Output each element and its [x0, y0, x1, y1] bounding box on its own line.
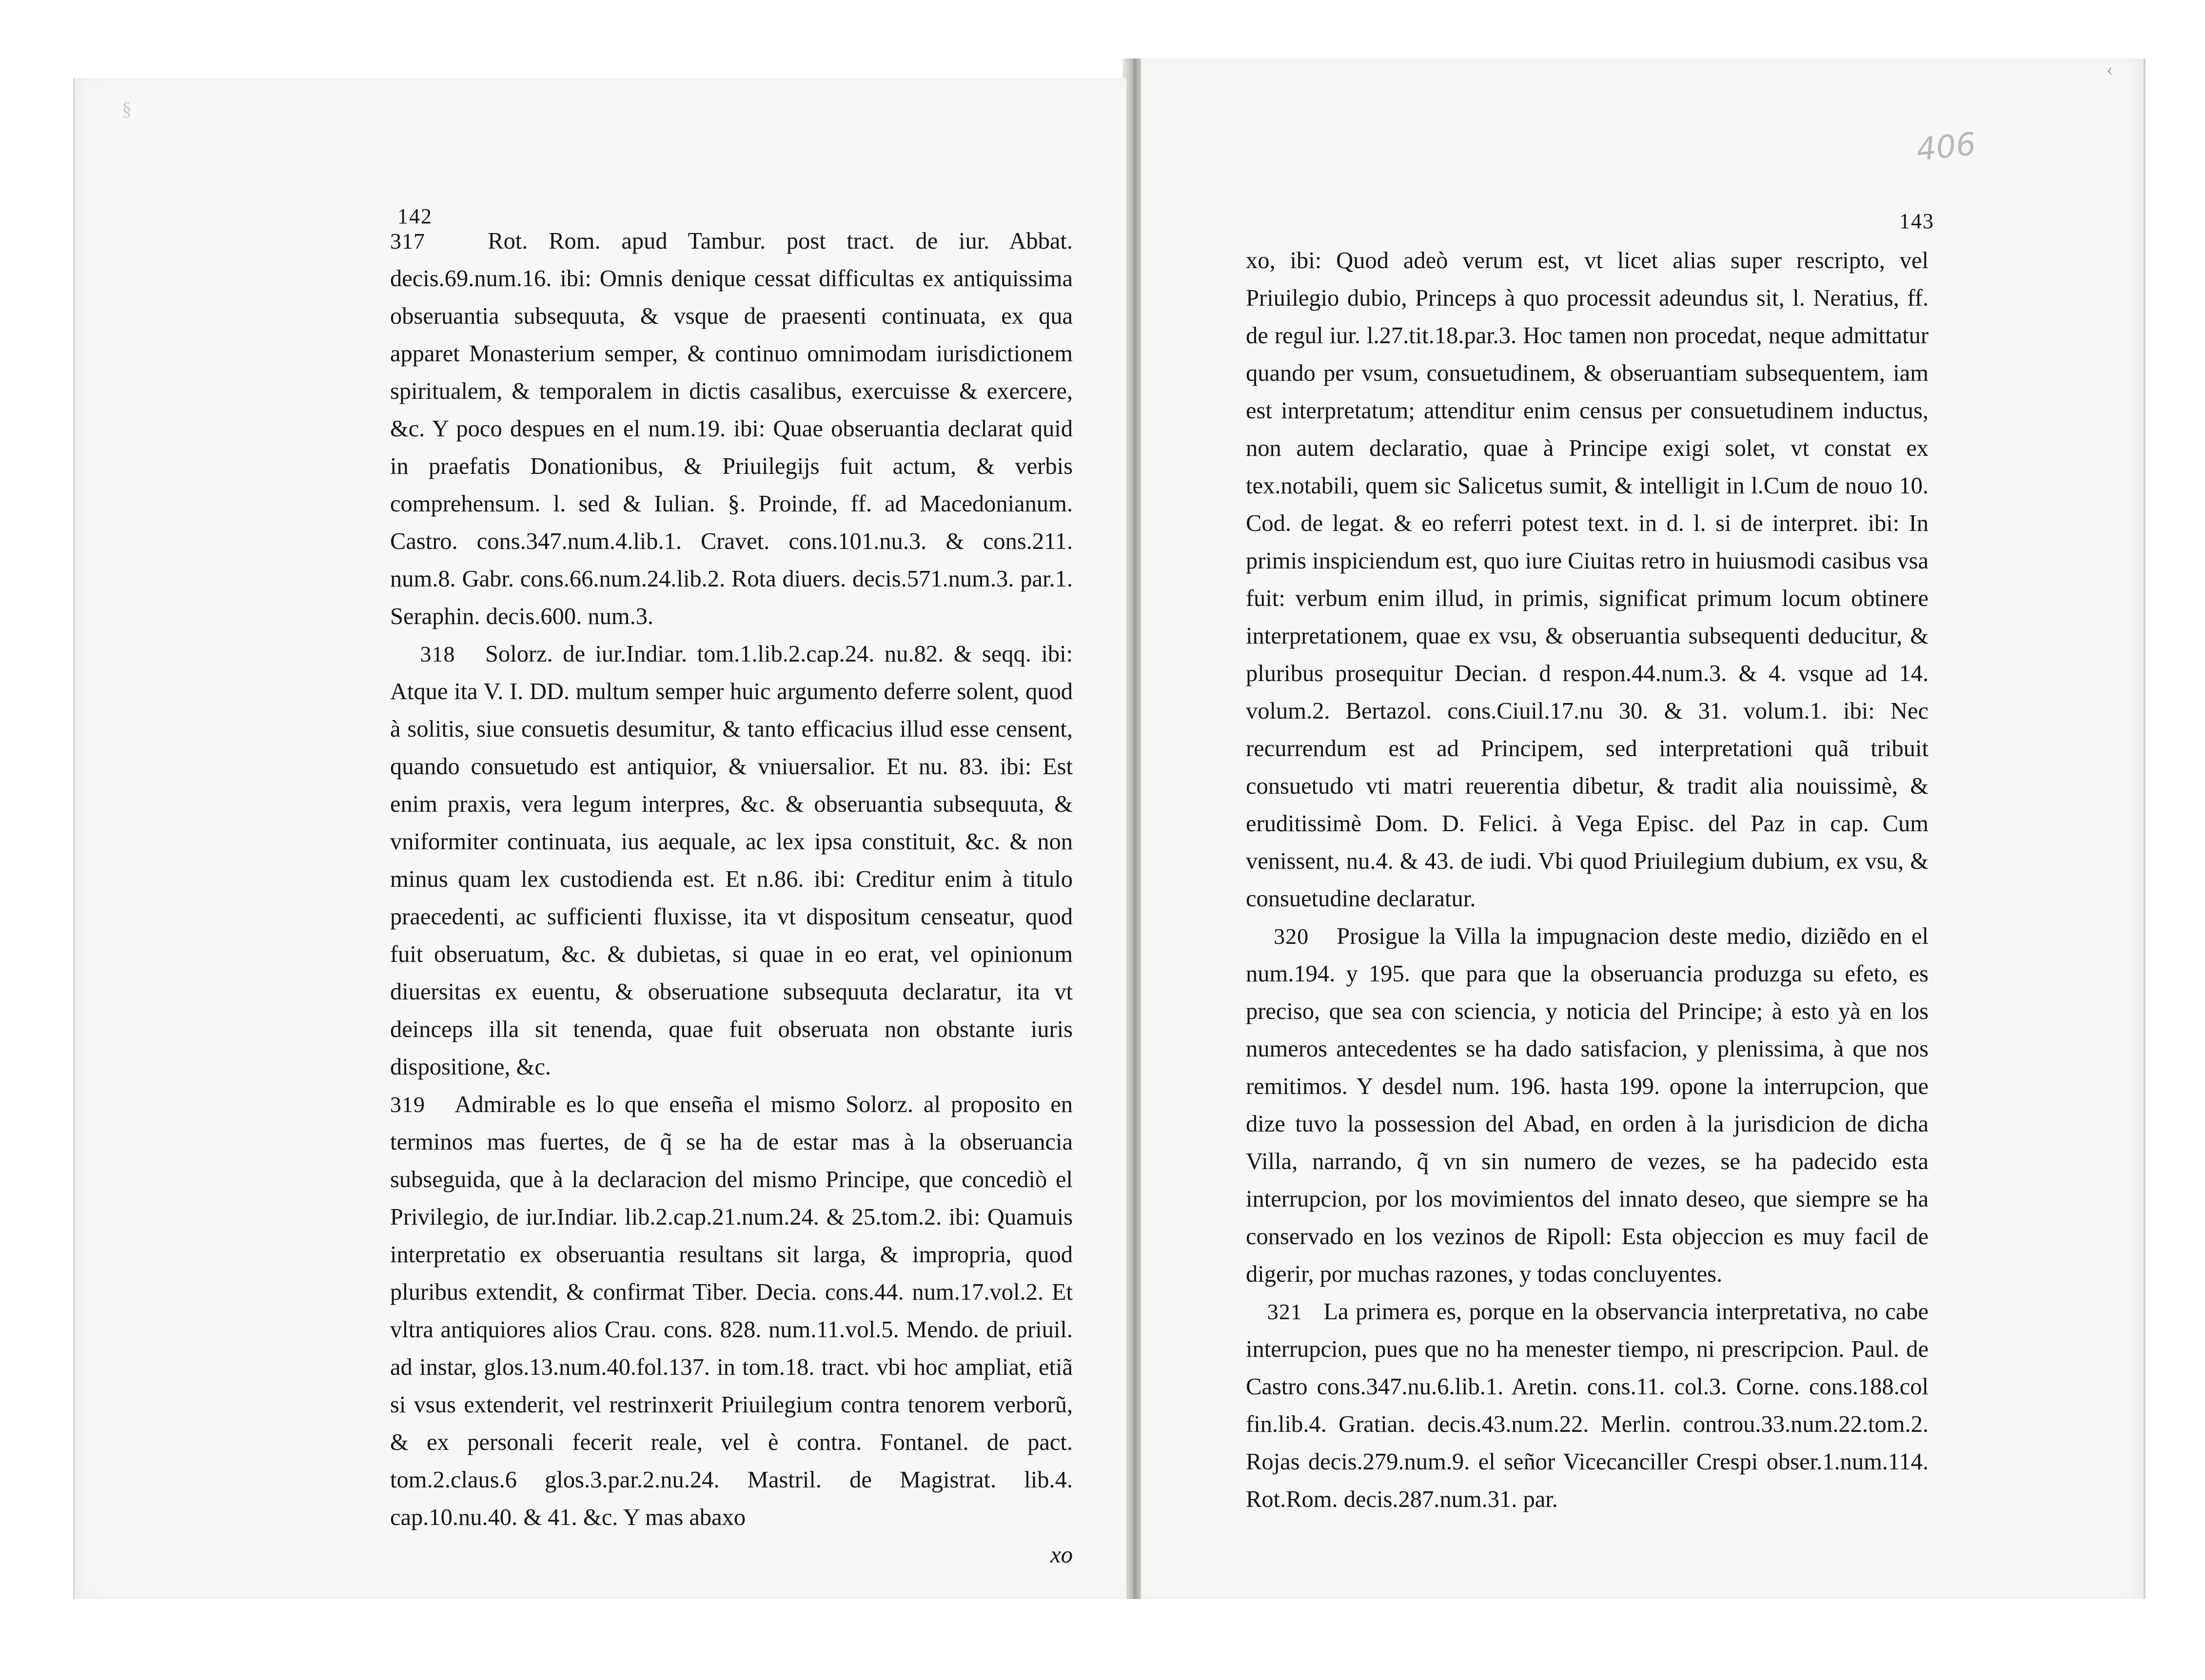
paragraph-continuation: [1246, 242, 1929, 918]
page-number-right: 143: [1899, 209, 1934, 233]
paragraph-number: 317: [390, 229, 425, 254]
paragraph-text: La primera es, porque en la observancia interpretativa, no cabe interrupcion, pues que no ha menester tiempo, ni prescripcion. Paul. de Castro cons.347.nu.6.lib.1. Aretin. cons.11. col.3. Corne. cons.188.col fin.lib.4. Gratian. decis.43.num.22. Merlin. controu.33.num.22.tom.2. Rojas decis.279.num.9. el señor Vicecanciller Crespi obser.1.num.114. Rot.Rom. decis.287.num.31. par.: [1246, 1299, 1929, 1512]
paragraph-text: Solorz. de iur.Indiar. tom.1.lib.2.cap.24. nu.82. & seqq. ibi: Atque ita V. I. DD. multum semper huic argumento deferre solent, quod à solitis, siue consuetis desumitur, & tanto efficacius illud esse censent, quando consuetudo est antiquior, & vniuersalior. Et nu. 83. ibi: Est enim praxis, vera legum interpres, &c. & obseruantia subsequuta, & vniformiter continuata, ius aequale, ac lex ipsa constituit, &c. & non minus quam lex custodienda est. Et n.86. ibi: Creditur enim à titulo praecedenti, ac sufficienti fluxisse, ita vt dispositum censeatur, quod fuit obseruatum, &c. & dubietas, si quae in eo erat, vel opinionum diuersitas ex euentu, & obseruatione subsequuta declaratur, ita vt deinceps illa sit tenenda, quae fuit obseruata non obstante iuris dispositione, &c.: [390, 641, 1073, 1080]
paragraph-319: [390, 1086, 1073, 1536]
catchword-left: xo: [1050, 1542, 1073, 1568]
paragraph-text: Admirable es lo que enseña el mismo Solorz. al proposito en terminos mas fuertes, de q̃ se ha de estar mas à la obseruancia subseguida, que à la declaracion del mismo Principe, que concediò el Privilegio, de iur.Indiar. lib.2.cap.21.num.24. & 25.tom.2. ibi: Quamuis interpretatio ex obseruantia resultans sit larga, & impropria, quod pluribus extendit, & confirmat Tiber. Decia. cons.44. num.17.vol.2. Et vltra antiquiores alios Crau. cons. 828. num.11.vol.5. Mendo. de priuil. ad instar, glos.13.num.40.fol.137. in tom.18. tract. vbi hoc ampliat, etiã si vsus extenderit, vel restrinxerit Priuilegium contra tenorem verborũ, & ex personali fecerit reale, vel è contra. Fontanel. de pact. tom.2.claus.6 glos.3.par.2.nu.24. Mastril. de Magistrat. lib.4. cap.10.nu.40. & 41. &c. Y mas abaxo: [390, 1092, 1073, 1530]
paragraph-text: Rot. Rom. apud Tambur. post tract. de iur. Abbat. decis.69.num.16. ibi: Omnis denique cessat difficultas ex antiquissima obseruantia subsequuta, & vsque de praesenti continuata, ex qua apparet Monasterium semper, & continuo omnimodam iurisdictionem spiritualem, & temporalem in dictis casalibus, exercuisse & exercere, &c. Y poco despues en el num.19. ibi: Quae obseruantia declarat quid in praefatis Donationibus, & Priuilegijs fuit actum, & verbis comprehensum. l. sed & Iulian. §. Proinde, ff. ad Macedonianum. Castro. cons.347.num.4.lib.1. Cravet. cons.101.nu.3. & cons.211. num.8. Gabr. cons.66.num.24.lib.2. Rota diuers. decis.571.num.3. par.1. Seraphin. decis.600. num.3.: [390, 228, 1073, 629]
paragraph-318: [390, 635, 1073, 1086]
paragraph-text: Prosigue la Villa la impugnacion deste medio, diziẽdo en el num.194. y 195. que para que la obseruancia produzga su efeto, es preciso, que sea con sciencia, y noticia del Principe; à esto yà en los numeros antecedentes se ha dado satisfacion, y plenissima, à que nos remitimos. Y desdel num. 196. hasta 199. opone la interrupcion, que dize tuvo la possession del Abad, en orden à la jurisdicion de dicha Villa, narrando, q̃ vn sin numero de vezes, se ha padecido esta interrupcion, por los movimientos del innato deseo, que siempre se ha conservado en los vezinos de Ripoll: Esta objeccion es muy facil de digerir, por muchas razones, y todas concluyentes.: [1246, 923, 1929, 1287]
paragraph-number: 321: [1267, 1299, 1302, 1324]
left-page-text: [390, 222, 1073, 1574]
paragraph-320: [1246, 918, 1929, 1293]
paragraph-text: xo, ibi: Quod adeò verum est, vt licet alias super rescripto, vel Priuilegio dubio, Princeps à quo processit adeundus sit, l. Neratius, ff. de regul iur. l.27.tit.18.par.3. Hoc tamen non procedat, neque admittatur quando per vsum, consuetudinem, & obseruantiam subsequentem, iam est interpretatum; attenditur enim census per consuetudinem inductus, non autem declaratio, quae à Principe exigi solet, vt constat ex tex.notabili, quem sic Salicetus sumit, & intelligit in l.Cum de nouo 10. Cod. de legat. & eo referri potest text. in d. l. si de interpret. ibi: In primis inspiciendum est, quo iure Ciuitas retro in huiusmodi casibus vsa fuit: verbum enim illud, in primis, significat primum locum obtinere interpretationem, quae ex vsu, & obseruantia subsequenti deducitur, & pluribus prosequitur Decian. d respon.44.num.3. & 4. vsque ad 14. volum.2. Bertazol. cons.Ciuil.17.nu 30. & 31. volum.1. ibi: Nec recurrendum est ad Principem, sed interpretationi quã tribuit consuetudo vti matri reuerentia dibetur, & tradit alia nouissimè, & eruditissimè Dom. D. Felici. à Vega Episc. del Paz in cap. Cum venissent, nu.4. & 43. de iudi. Vbi quod Priuilegium dubium, ex vsu, & consuetudine declaratur.: [1246, 248, 1929, 912]
corner-mark: ‹: [2107, 58, 2113, 80]
paragraph-321: [1246, 1293, 1929, 1518]
page-number-left: 142: [397, 204, 433, 228]
right-page-text: [1246, 242, 1929, 1518]
pencil-folio-number: 406: [1914, 126, 1978, 169]
paragraph-number: 318: [420, 642, 455, 666]
margin-mark: §: [122, 98, 132, 120]
paragraph-number: 319: [390, 1092, 425, 1117]
paragraph-317: [390, 222, 1073, 635]
paragraph-number: 320: [1274, 924, 1309, 949]
